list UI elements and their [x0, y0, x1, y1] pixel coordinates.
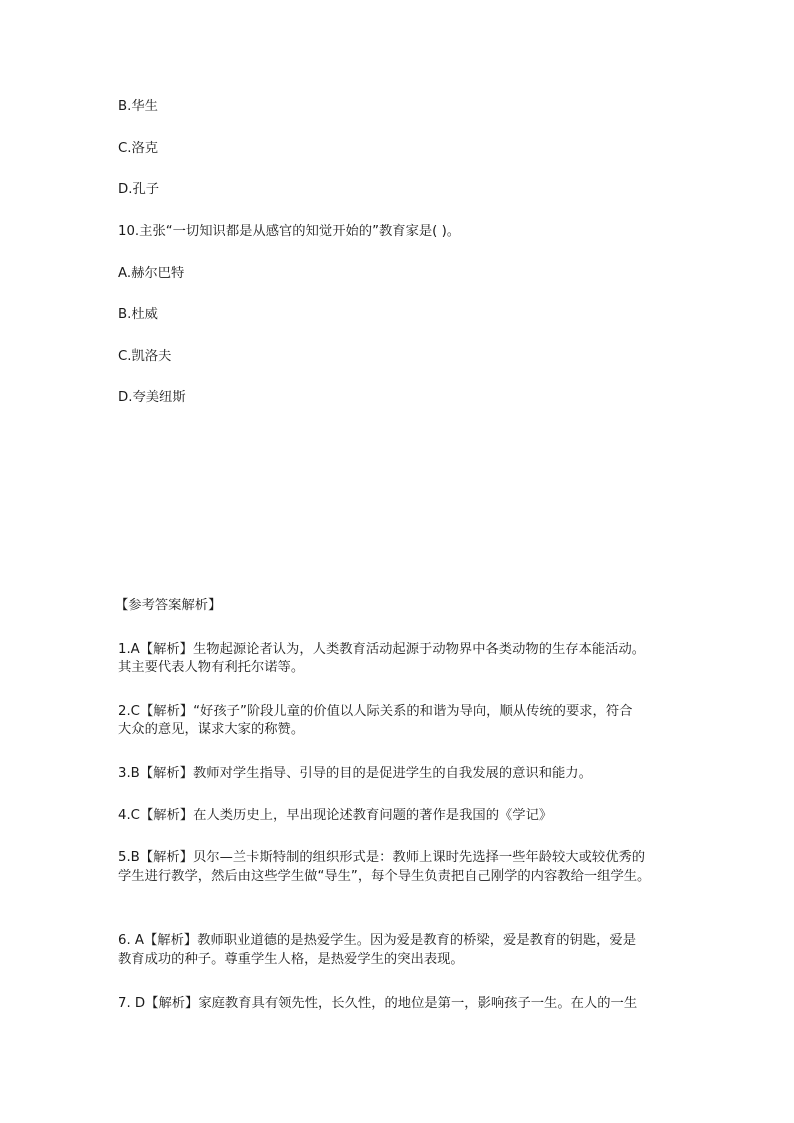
answer-4-line-1: 4.C【解析】在人类历史上，早出现论述教育问题的著作是我国的《学记》: [118, 808, 553, 823]
q10-option-a: A.赫尔巴特: [118, 266, 185, 281]
answer-5-line-1: 5.B【解析】贝尔—兰卡斯特制的组织形式是：教师上课时先选择一些年龄较大或较优秀的: [118, 850, 646, 865]
answer-3-line-1: 3.B【解析】教师对学生指导、引导的目的是促进学生的自我发展的意识和能力。: [118, 766, 592, 781]
answer-1-line-2: 其主要代表人物有利托尔诺等。: [118, 660, 305, 675]
answers-heading: 【参考答案解析】: [115, 598, 222, 613]
answer-6-line-2: 教育成功的种子。尊重学生人格，是热爱学生的突出表现。: [118, 952, 464, 967]
q10-option-c: C.凯洛夫: [118, 349, 172, 364]
q9-option-c: C.洛克: [118, 141, 159, 156]
answer-6-line-1: 6. A【解析】教师职业道德的是热爱学生。因为爱是教育的桥梁，爱是教育的钥匙，爱是: [118, 933, 636, 948]
answer-5-line-2: 学生进行教学，然后由这些学生做“导生”，每个导生负责把自己刚学的内容教给一组学生。: [118, 869, 651, 884]
q10-option-b: B.杜威: [118, 307, 158, 322]
q10-option-d: D.夸美纽斯: [118, 390, 186, 405]
q10-stem: 10.主张“一切知识都是从感官的知觉开始的”教育家是( )。: [118, 224, 461, 239]
answer-1-line-1: 1.A【解析】生物起源论者认为，人类教育活动起源于动物界中各类动物的生存本能活动。: [118, 642, 646, 657]
answer-2-line-2: 大众的意见，谋求大家的称赞。: [118, 722, 305, 737]
q9-option-b: B.华生: [118, 99, 158, 114]
answer-2-line-1: 2.C【解析】“好孩子”阶段儿童的价值以人际关系的和谐为导向，顺从传统的要求，符合: [118, 704, 633, 719]
q9-option-d: D.孔子: [118, 182, 160, 197]
answer-7-line-1: 7. D【解析】家庭教育具有领先性，长久性，的地位是第一，影响孩子一生。在人的一生: [118, 996, 638, 1011]
